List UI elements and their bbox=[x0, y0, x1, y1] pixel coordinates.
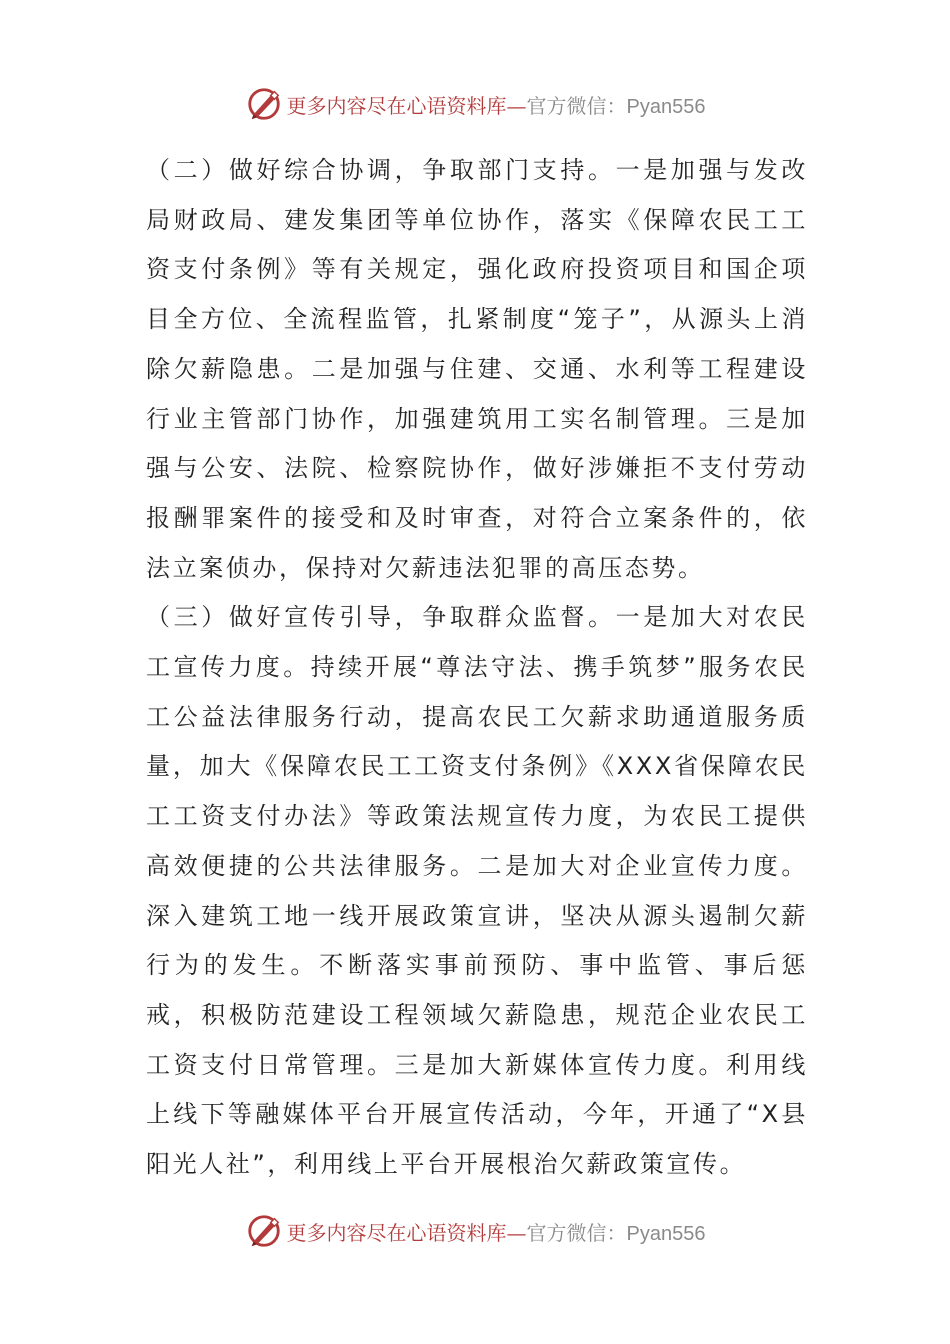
watermark-main-text: 更多内容尽在心语资料库— bbox=[286, 93, 527, 118]
watermark-wechat-label: 官方微信： bbox=[526, 93, 627, 118]
watermark-text bbox=[287, 90, 706, 119]
watermark-main-text: 更多内容尽在心语资料库— bbox=[286, 1220, 527, 1245]
watermark-wechat-id: Pyan556 bbox=[626, 95, 706, 118]
paragraph-publicity: （三）做好宣传引导，争取群众监督。一是加大对农民工宣传力度。持续开展“尊法守法、携手筑梦”服务农民工公益法律服务行动，提高农民工欠薪求助通道服务质量，加大《保障农民工工资支付条例》《XXX省保障农民工工资支付办法》等政策法规宣传力度，为农民工提供高效便捷的公共法律服务。二是加大对企业宣传力度。深入建筑工地一线开展政策宣讲，坚决从源头遏制欠薪行为的发生。不断落实事前预防、事中监管、事后惩戒，积极防范建设工程领域欠薪隐患，规范企业农民工工资支付日常管理。三是加大新媒体宣传力度。利用线上线下等融媒体平台开展宣传活动，今年，开通了“X县阳光人社”，利用线上平台开展根治欠薪政策宣传。 bbox=[146, 603, 808, 1179]
header-watermark bbox=[0, 84, 950, 124]
pen-circle-icon bbox=[245, 1212, 283, 1250]
document-body bbox=[146, 146, 808, 1190]
pen-circle-icon bbox=[245, 85, 283, 123]
paragraph-coordination: （二）做好综合协调，争取部门支持。一是加强与发改局财政局、建发集团等单位协作，落实《保障农民工工资支付条例》等有关规定，强化政府投资项目和国企项目全方位、全流程监管，扎紧制度“笼子”，从源头上消除欠薪隐患。二是加强与住建、交通、水利等工程建设行业主管部门协作，加强建筑用工实名制管理。三是加强与公安、法院、检察院协作，做好涉嫌拒不支付劳动报酬罪案件的接受和及时审查，对符合立案条件的，依法立案侦办，保持对欠薪违法犯罪的高压态势。 bbox=[146, 156, 808, 582]
watermark-wechat-id: Pyan556 bbox=[626, 1222, 706, 1245]
watermark-wechat-label: 官方微信： bbox=[526, 1220, 627, 1245]
watermark-text bbox=[287, 1217, 706, 1246]
footer-watermark bbox=[0, 1211, 950, 1251]
